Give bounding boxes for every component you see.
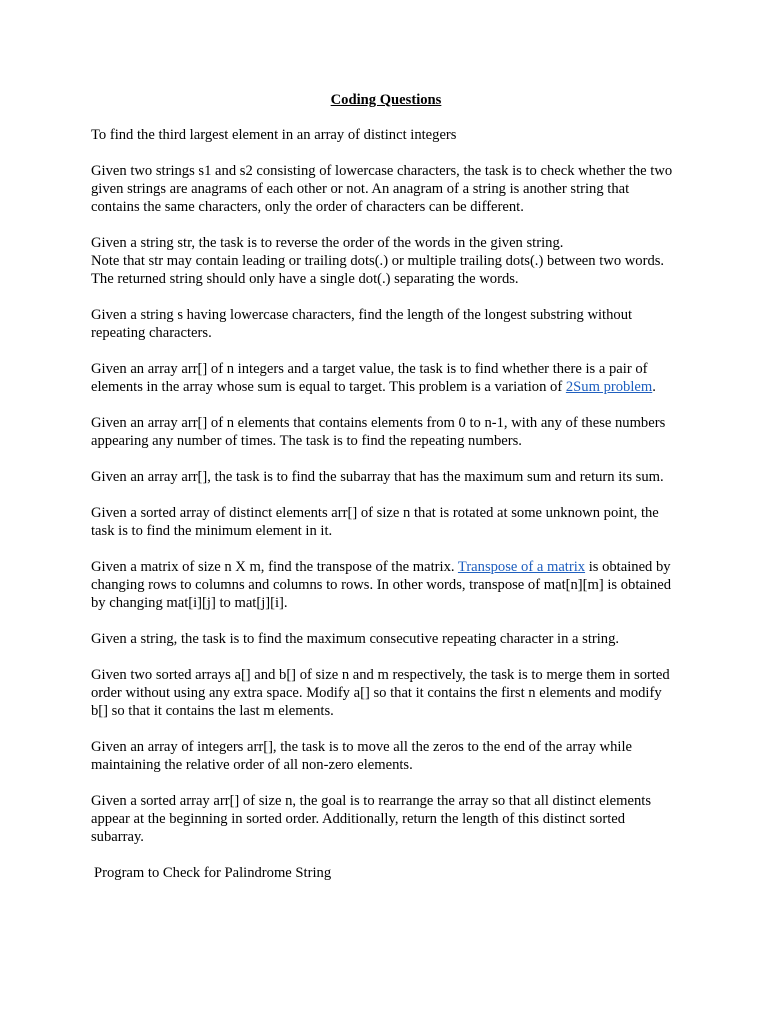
- question-transpose: [91, 558, 681, 612]
- question-pair-sum-end: .: [652, 379, 656, 395]
- document-title: Coding Questions: [330, 92, 442, 108]
- link-2sum-problem[interactable]: 2Sum problem: [565, 379, 653, 395]
- question-third-largest: To find the third largest element in an array of distinct integers: [91, 127, 457, 143]
- question-transpose-rest: is obtained by changing rows to columns and columns to rows. In other words, transpose of mat[n][m] is obtained by changing mat[i][j] to mat[j][i].: [91, 559, 671, 611]
- question-reverse-words-line1: Given a string str, the task is to reverse the order of the words in the given string.: [91, 235, 564, 251]
- question-consecutive-char: Given a string, the task is to find the maximum consecutive repeating character in a string.: [91, 631, 620, 647]
- question-pair-sum-text: Given an array arr[] of n integers and a target value, the task is to find whether there is a pair of elements in the array whose sum is equal to target. This problem is a variation of: [91, 361, 648, 395]
- question-palindrome: Program to Check for Palindrome String: [94, 865, 332, 881]
- question-distinct-rearrange: Given a sorted array arr[] of size n, the goal is to rearrange the array so that all distinct elements appear at the beginning in sorted order. Additionally, return the length of this distinct sorted subarray.: [91, 793, 652, 845]
- question-reverse-words: [91, 234, 681, 288]
- question-transpose-text: Given a matrix of size n X m, find the transpose of the matrix.: [91, 559, 458, 575]
- question-max-subarray: Given an array arr[], the task is to find the subarray that has the maximum sum and return its sum.: [91, 469, 664, 485]
- question-pair-sum: [91, 360, 681, 396]
- question-merge-sorted: Given two sorted arrays a[] and b[] of size n and m respectively, the task is to merge them in sorted order without using any extra space. Modify a[] so that it contains the first n elements and modify b[] so that it contains the last m elements.: [91, 667, 670, 719]
- document-page: [91, 91, 681, 900]
- question-move-zeros: Given an array of integers arr[], the task is to move all the zeros to the end of the array while maintaining the relative order of all non-zero elements.: [91, 739, 632, 773]
- question-anagrams: Given two strings s1 and s2 consisting of lowercase characters, the task is to check whether the two given strings are anagrams of each other or not. An anagram of a string is another string that contains the same characters, only the order of characters can be different.: [91, 163, 673, 215]
- link-transpose-of-matrix[interactable]: Transpose of a matrix: [457, 559, 586, 575]
- question-repeating-numbers: Given an array arr[] of n elements that contains elements from 0 to n-1, with any of these numbers appearing any number of times. The task is to find the repeating numbers.: [91, 415, 666, 449]
- question-reverse-words-line2: Note that str may contain leading or trailing dots(.) or multiple trailing dots(.) between two words. The returned string should only have a single dot(.) separating the words.: [91, 253, 665, 287]
- question-rotated-min: Given a sorted array of distinct elements arr[] of size n that is rotated at some unknown point, the task is to find the minimum element in it.: [91, 505, 659, 539]
- question-longest-substring: Given a string s having lowercase characters, find the length of the longest substring without repeating characters.: [91, 307, 633, 341]
